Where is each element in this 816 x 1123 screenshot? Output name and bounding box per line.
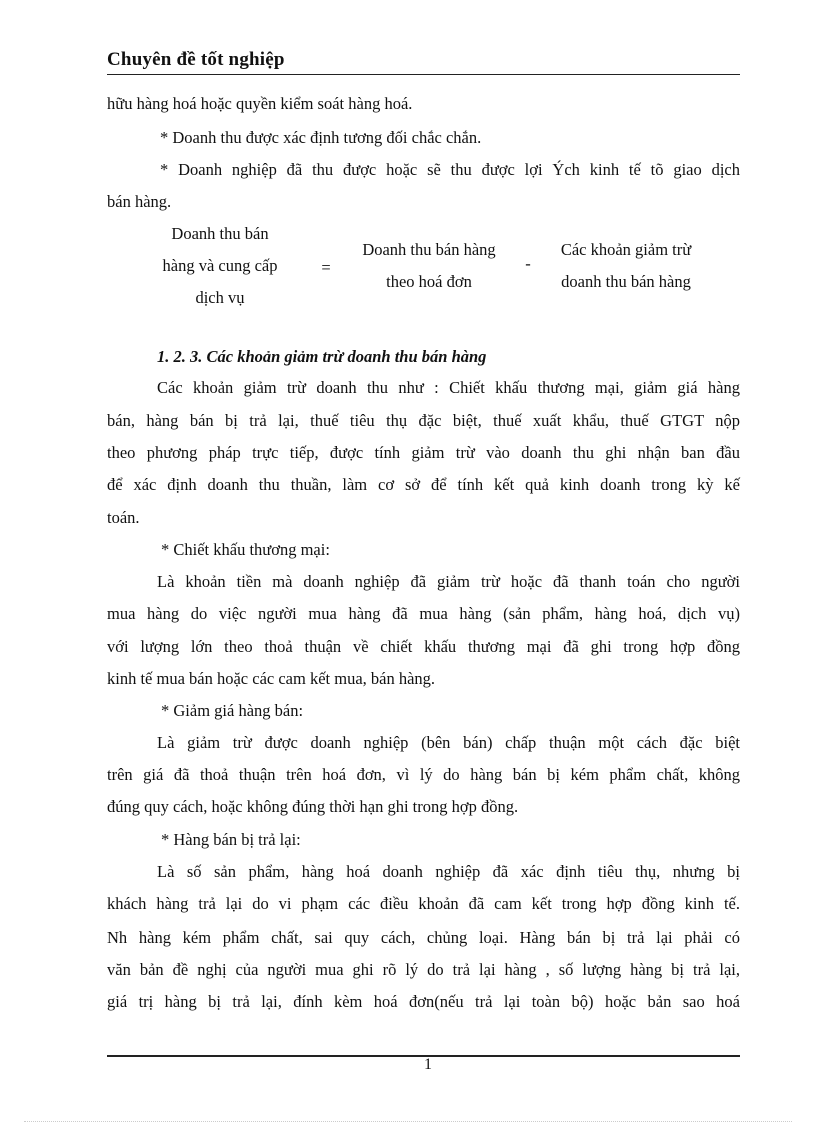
page-number: 1: [424, 1056, 432, 1073]
body-line: bán hàng.: [107, 192, 172, 211]
body-line: Nh hàng kém phẩm chất, sai quy cách, chủng loại. Hàng bán bị trả lại phải có: [107, 928, 740, 947]
body-line: * Doanh nghiệp đã thu được hoặc sẽ thu được lợi Ých kinh tế tõ giao dịch: [160, 160, 740, 179]
body-line: mua hàng do việc người mua hàng đã mua hàng (sản phẩm, hàng hoá, dịch vụ): [107, 604, 740, 623]
body-line: văn bản đề nghị của người mua ghi rõ lý do trả lại hàng , số lượng hàng bị trả lại,: [107, 960, 740, 979]
formula-left-term: [140, 218, 300, 314]
bullet-heading: * Hàng bán bị trả lại:: [161, 830, 301, 849]
formula-text: Các khoản giảm trừ: [560, 240, 692, 259]
body-line: Các khoản giảm trừ doanh thu như : Chiết khấu thương mại, giảm giá hàng: [157, 378, 740, 397]
body-line: toán.: [107, 508, 140, 527]
body-line: Là số sản phẩm, hàng hoá doanh nghiệp đã xác định tiêu thụ, nhưng bị: [157, 862, 740, 881]
header-rule: [107, 74, 740, 75]
body-line: bán, hàng bán bị trả lại, thuế tiêu thụ đặc biệt, thuế xuất khẩu, thuế GTGT nộp: [107, 411, 740, 430]
body-line: Là giảm trừ được doanh nghiệp (bên bán) chấp thuận một cách đặc biệt: [157, 733, 740, 752]
minus-sign: -: [525, 254, 531, 273]
formula-text: hàng và cung cấp: [162, 256, 278, 275]
formula-right-term: [541, 234, 711, 298]
equals-sign: =: [321, 258, 331, 277]
body-line: đúng quy cách, hoặc không đúng thời hạn ghi trong hợp đồng.: [107, 797, 519, 816]
formula-text: Doanh thu bán: [171, 224, 269, 243]
body-line: hữu hàng hoá hoặc quyền kiểm soát hàng hoá.: [107, 94, 413, 113]
section-heading: 1. 2. 3. Các khoản giảm trừ doanh thu bán hàng: [157, 347, 487, 366]
bullet-heading: * Giảm giá hàng bán:: [161, 701, 304, 720]
body-line: với lượng lớn theo thoả thuận về chiết khấu thương mại đã ghi trong hợp đồng: [107, 637, 740, 656]
body-line: * Doanh thu được xác định tương đối chắc chắn.: [160, 128, 482, 147]
formula-text: doanh thu bán hàng: [561, 272, 691, 291]
body-line: để xác định doanh thu thuần, làm cơ sở để tính kết quả kinh doanh trong kỳ kế: [107, 475, 740, 494]
body-line: giá trị hàng bị trả lại, đính kèm hoá đơn(nếu trả lại toàn bộ) hoặc bản sao hoá: [107, 992, 740, 1011]
body-line: Là khoản tiền mà doanh nghiệp đã giảm trừ hoặc đã thanh toán cho người: [157, 572, 740, 591]
formula-text: dịch vụ: [195, 288, 245, 307]
formula-text: theo hoá đơn: [386, 272, 472, 291]
body-line: khách hàng trả lại do vi phạm các điều khoản đã cam kết trong hợp đồng kinh tế.: [107, 894, 740, 913]
body-line: kinh tế mua bán hoặc các cam kết mua, bán hàng.: [107, 669, 436, 688]
body-line: theo phương pháp trực tiếp, được tính giảm trừ vào doanh thu ghi nhận ban đầu: [107, 443, 740, 462]
bullet-heading: * Chiết khấu thương mại:: [161, 540, 330, 559]
body-line: trên giá đã thoả thuận trên hoá đơn, vì lý do hàng bán bị kém phẩm chất, không: [107, 765, 740, 784]
formula-text: Doanh thu bán hàng: [362, 240, 496, 259]
page-header-title: Chuyên đề tốt nghiệp: [107, 49, 285, 70]
page-bottom-border: [24, 1121, 792, 1122]
formula-middle-term: [344, 234, 514, 298]
